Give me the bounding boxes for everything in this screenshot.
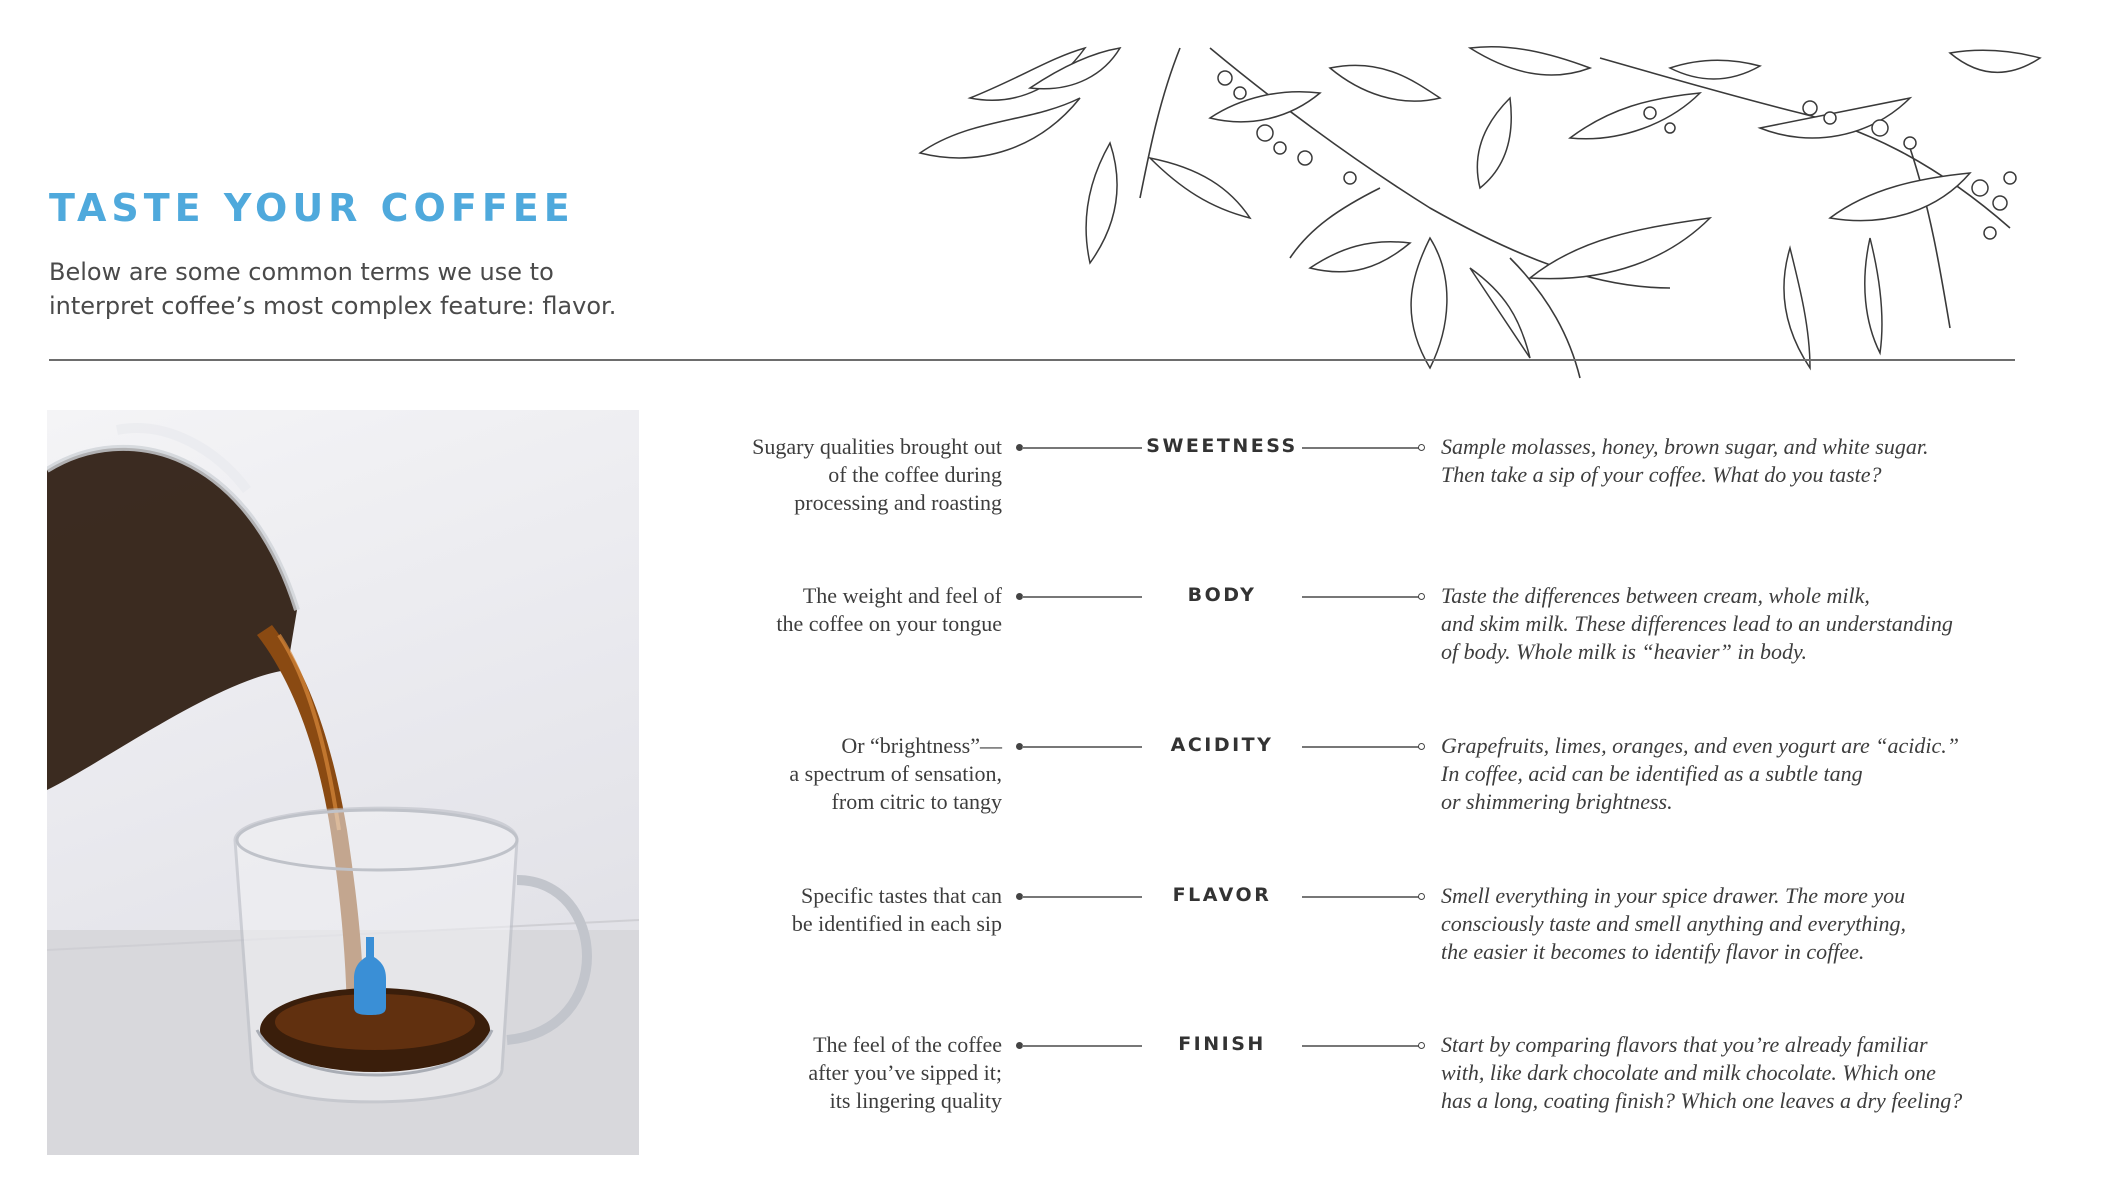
definition-line: the coffee on your tongue — [776, 611, 1002, 636]
definition-line: The weight and feel of — [802, 583, 1002, 608]
exercise-line: Grapefruits, limes, oranges, and even yogurt are “acidic.” — [1441, 733, 1959, 758]
exercise-line: Then take a sip of your coffee. What do you taste? — [1441, 462, 1882, 487]
term-definition — [672, 732, 1002, 816]
exercise-line: Sample molasses, honey, brown sugar, and white sugar. — [1441, 434, 1929, 459]
exercise-line: the easier it becomes to identify flavor in coffee. — [1441, 939, 1865, 964]
term-definition — [672, 582, 1002, 638]
exercise-line: has a long, coating finish? Which one leaves a dry feeling? — [1441, 1088, 1963, 1113]
definition-line: after you’ve sipped it; — [808, 1060, 1002, 1085]
exercise-line: of body. Whole milk is “heavier” in body. — [1441, 639, 1808, 664]
term-label-body: BODY — [1142, 584, 1302, 606]
connector-line — [1022, 447, 1142, 449]
coffee-branch-illustration — [910, 38, 2060, 413]
connector-line — [1302, 596, 1420, 598]
subtitle-line: interpret coffee’s most complex feature: flavor. — [49, 292, 617, 320]
term-definition — [672, 882, 1002, 938]
definition-line: of the coffee during — [828, 462, 1002, 487]
exercise-line: with, like dark chocolate and milk chocolate. Which one — [1441, 1060, 1936, 1085]
term-label-flavor: FLAVOR — [1142, 884, 1302, 906]
exercise-line: consciously taste and smell anything and everything, — [1441, 911, 1906, 936]
connector-line — [1022, 896, 1142, 898]
definition-line: Specific tastes that can — [801, 883, 1002, 908]
subtitle-line: Below are some common terms we use to — [49, 258, 554, 286]
term-definition — [672, 1031, 1002, 1115]
definition-line: be identified in each sip — [791, 911, 1002, 936]
blue-bottle-logo — [352, 935, 388, 1015]
connector-line — [1302, 746, 1420, 748]
connector-dot — [1418, 1042, 1425, 1049]
connector-line — [1302, 1045, 1420, 1047]
definition-line: its lingering quality — [829, 1088, 1002, 1113]
connector-line — [1022, 596, 1142, 598]
connector-dot — [1418, 593, 1425, 600]
page-title: TASTE YOUR COFFEE — [49, 186, 575, 230]
connector-line — [1302, 447, 1420, 449]
term-exercise — [1441, 732, 2041, 816]
term-definition — [672, 433, 1002, 517]
connector-dot — [1418, 444, 1425, 451]
definition-line: The feel of the coffee — [813, 1032, 1002, 1057]
connector-line — [1022, 1045, 1142, 1047]
exercise-line: Taste the differences between cream, whole milk, — [1441, 583, 1870, 608]
term-exercise — [1441, 582, 2041, 666]
term-exercise — [1441, 882, 2041, 966]
term-exercise — [1441, 433, 2041, 489]
coffee-pour-photo — [47, 410, 639, 1155]
connector-line — [1022, 746, 1142, 748]
connector-line — [1302, 896, 1420, 898]
exercise-line: or shimmering brightness. — [1441, 789, 1673, 814]
definition-line: processing and roasting — [794, 490, 1002, 515]
exercise-line: Start by comparing flavors that you’re already familiar — [1441, 1032, 1928, 1057]
term-label-acidity: ACIDITY — [1142, 734, 1302, 756]
definition-line: Or “brightness”— — [841, 733, 1002, 758]
exercise-line: Smell everything in your spice drawer. The more you — [1441, 883, 1906, 908]
exercise-line: In coffee, acid can be identified as a subtle tang — [1441, 761, 1863, 786]
term-label-finish: FINISH — [1142, 1033, 1302, 1055]
connector-dot — [1418, 743, 1425, 750]
term-label-sweetness: SWEETNESS — [1142, 435, 1302, 457]
definition-line: Sugary qualities brought out — [752, 434, 1002, 459]
divider — [49, 359, 2015, 361]
definition-line: a spectrum of sensation, — [789, 761, 1002, 786]
connector-dot — [1418, 893, 1425, 900]
definition-line: from citric to tangy — [831, 789, 1002, 814]
term-exercise — [1441, 1031, 2041, 1115]
exercise-line: and skim milk. These differences lead to an understanding — [1441, 611, 1953, 636]
page-subtitle — [49, 255, 769, 323]
